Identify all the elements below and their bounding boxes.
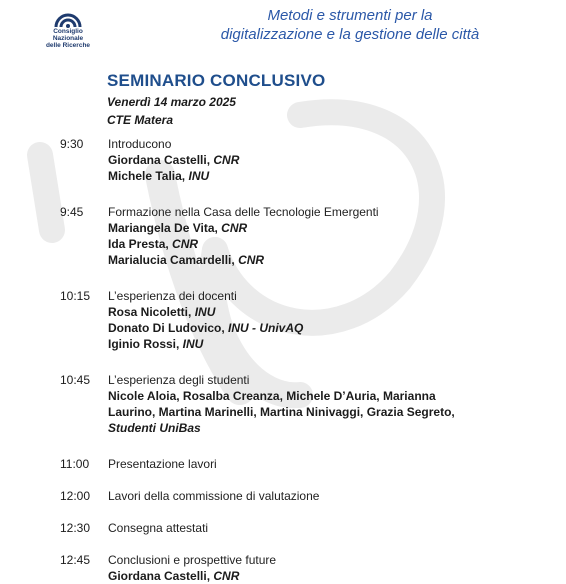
agenda-label: Lavori della commissione di valutazione — [108, 489, 320, 503]
speaker-line — [108, 236, 566, 252]
speaker-line — [108, 404, 566, 420]
agenda-label: Consegna attestati — [108, 521, 209, 535]
speaker-line — [108, 388, 566, 404]
speaker-line — [108, 304, 566, 320]
speaker-name: Giordana Castelli, — [108, 569, 214, 583]
title-line-2: digitalizzazione e la gestione delle città — [220, 26, 480, 43]
speaker-name: Rosa Nicoletti, — [108, 305, 195, 319]
speaker-name: Donato Di Ludovico, — [108, 321, 228, 335]
speaker-affiliation: Studenti UniBas — [108, 421, 201, 435]
speaker-affiliation: CNR — [238, 253, 265, 267]
agenda-time: 11:00 — [60, 457, 90, 471]
agenda-time: 10:15 — [60, 289, 91, 303]
agenda-item — [0, 520, 566, 536]
agenda-time: 12:30 — [60, 521, 91, 535]
seminar-title: SEMINARIO CONCLUSIVO — [107, 71, 326, 90]
agenda-item — [0, 136, 566, 184]
speaker-line — [108, 320, 566, 336]
agenda-item — [0, 488, 566, 504]
speaker-affiliation: CNR — [213, 569, 240, 583]
speaker-name: Marialucia Camardelli, — [108, 253, 239, 267]
speaker-affiliation: INU — [182, 337, 204, 351]
speaker-line — [108, 568, 566, 584]
agenda-time: 9:30 — [60, 137, 84, 151]
speaker-name: Ida Presta, — [108, 237, 173, 251]
speaker-affiliation: CNR — [213, 153, 240, 167]
speaker-affiliation: INU — [194, 305, 216, 319]
seminar-header — [107, 71, 325, 129]
document-title — [150, 6, 550, 44]
speaker-line — [108, 220, 566, 236]
speaker-affiliation: INU - UnivAQ — [228, 321, 304, 335]
agenda-time: 9:45 — [60, 205, 84, 219]
speaker-affiliation: CNR — [221, 221, 248, 235]
agenda-time: 10:45 — [60, 373, 91, 387]
agenda-label: Presentazione lavori — [108, 457, 217, 471]
cnr-logo-icon — [53, 6, 83, 28]
title-line-1: Metodi e strumenti per la — [267, 7, 433, 24]
cnr-logo — [40, 6, 96, 49]
speaker-name: Giordana Castelli, — [108, 153, 214, 167]
agenda-item — [0, 372, 566, 436]
speaker-line — [108, 420, 566, 436]
agenda-item — [0, 552, 566, 584]
agenda-label: Formazione nella Casa delle Tecnologie Emergenti — [108, 205, 379, 219]
speaker-name: Michele Talia, — [108, 169, 189, 183]
speaker-line — [108, 152, 566, 168]
speaker-line — [108, 168, 566, 184]
speaker-name: Mariangela De Vita, — [108, 221, 222, 235]
speaker-name: Iginio Rossi, — [108, 337, 183, 351]
logo-text-line1: Consiglio Nazionale — [52, 28, 84, 42]
agenda-time: 12:00 — [60, 489, 91, 503]
agenda-label: Conclusioni e prospettive future — [108, 553, 277, 567]
speaker-name: Laurino, Martina Marinelli, Martina Ninivaggi, Grazia Segreto, — [108, 405, 455, 419]
seminar-place: CTE Matera — [107, 113, 174, 127]
seminar-date: Venerdì 14 marzo 2025 — [107, 95, 236, 109]
speaker-affiliation: INU — [188, 169, 210, 183]
speaker-line — [108, 336, 566, 352]
agenda — [0, 136, 566, 584]
agenda-content — [108, 288, 566, 352]
agenda-time: 12:45 — [60, 553, 91, 567]
agenda-content — [108, 456, 566, 472]
agenda-content — [108, 372, 566, 436]
agenda-item — [0, 288, 566, 352]
agenda-content — [108, 552, 566, 584]
agenda-label: L’esperienza dei docenti — [108, 289, 237, 303]
logo-text-line2: delle Ricerche — [45, 42, 91, 49]
agenda-label: Introducono — [108, 137, 172, 151]
agenda-content — [108, 136, 566, 184]
agenda-item — [0, 204, 566, 268]
speaker-line — [108, 252, 566, 268]
agenda-item — [0, 456, 566, 472]
agenda-content — [108, 520, 566, 536]
agenda-content — [108, 204, 566, 268]
speaker-affiliation: CNR — [172, 237, 199, 251]
agenda-label: L’esperienza degli studenti — [108, 373, 250, 387]
speaker-name: Nicole Aloia, Rosalba Creanza, Michele D’Auria, Marianna — [108, 389, 436, 403]
agenda-content — [108, 488, 566, 504]
